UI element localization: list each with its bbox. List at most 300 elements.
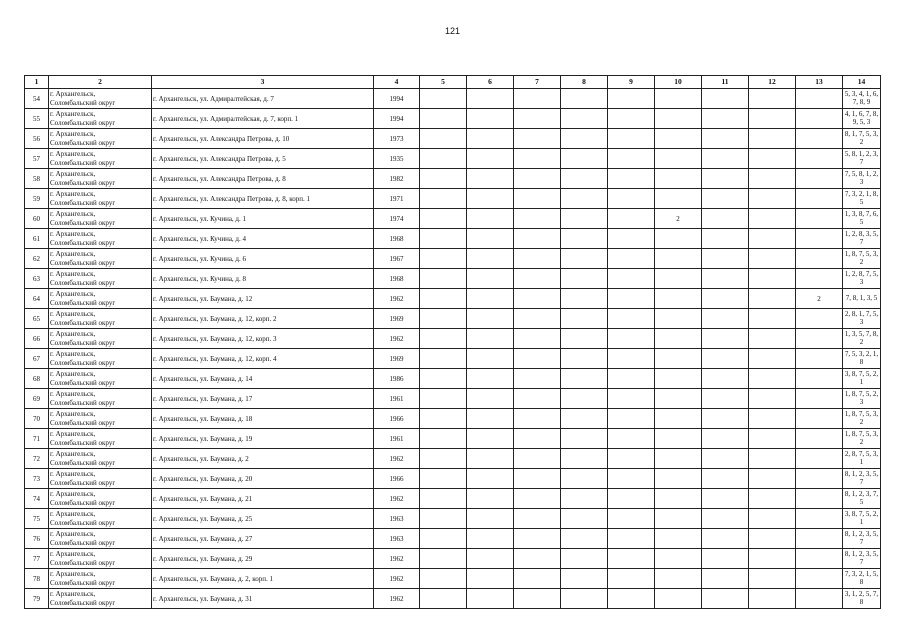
column-11-cell: [702, 389, 749, 409]
column-12-cell: [749, 209, 796, 229]
location-cell: [49, 309, 152, 329]
column-5-cell: [420, 369, 467, 389]
column-6-cell: [467, 489, 514, 509]
district-label: Соломбальский округ: [50, 598, 116, 607]
column-10-cell: [655, 569, 702, 589]
column-6-cell: [467, 249, 514, 269]
column-13-cell: [796, 489, 843, 509]
city-label: г. Архангельск,: [50, 370, 96, 378]
codes-cell: [843, 89, 881, 109]
column-5-cell: [420, 189, 467, 209]
codes-value: 1, 8, 7, 5, 3, 2: [844, 410, 879, 426]
column-7-cell: [514, 109, 561, 129]
column-10-cell: [655, 509, 702, 529]
column-13-cell: [796, 509, 843, 529]
column-5-cell: [420, 469, 467, 489]
codes-value: 1, 8, 7, 5, 2, 3: [844, 390, 879, 406]
codes-value: 1, 3, 5, 7, 8, 2: [844, 330, 879, 346]
codes-cell: [843, 429, 881, 449]
column-8-cell: [561, 569, 608, 589]
table-row: [25, 489, 881, 509]
column-11-cell: [702, 89, 749, 109]
column-7-cell: [514, 589, 561, 609]
table-row: [25, 409, 881, 429]
column-13-cell: [796, 129, 843, 149]
column-10-cell: [655, 169, 702, 189]
column-12-cell: [749, 449, 796, 469]
column-7-cell: [514, 129, 561, 149]
column-12-cell: [749, 249, 796, 269]
column-8-cell: [561, 229, 608, 249]
row-number-cell: 72: [25, 449, 49, 469]
year-cell: 1962: [374, 489, 420, 509]
row-number-cell: 56: [25, 129, 49, 149]
column-11-cell: [702, 449, 749, 469]
codes-cell: [843, 569, 881, 589]
year-cell: 1961: [374, 429, 420, 449]
column-11-cell: [702, 409, 749, 429]
table-row: [25, 89, 881, 109]
location-cell: [49, 489, 152, 509]
column-9-cell: [608, 169, 655, 189]
codes-cell: [843, 209, 881, 229]
column-6-cell: [467, 209, 514, 229]
column-5-cell: [420, 529, 467, 549]
location-cell: [49, 329, 152, 349]
column-9-cell: [608, 529, 655, 549]
location-cell: [49, 449, 152, 469]
column-6-cell: [467, 329, 514, 349]
column-7-cell: [514, 189, 561, 209]
column-10-cell: [655, 109, 702, 129]
column-8-cell: [561, 589, 608, 609]
year-cell: 1969: [374, 309, 420, 329]
codes-value: 1, 3, 8, 7, 6, 5: [844, 210, 879, 226]
column-7-cell: [514, 309, 561, 329]
district-label: Соломбальский округ: [50, 558, 116, 567]
city-label: г. Архангельск,: [50, 350, 96, 358]
column-10-cell: [655, 489, 702, 509]
codes-cell: [843, 449, 881, 469]
column-9-cell: [608, 389, 655, 409]
codes-value: 1, 2, 8, 3, 5, 7: [844, 230, 879, 246]
year-cell: 1962: [374, 449, 420, 469]
column-12-cell: [749, 569, 796, 589]
codes-cell: [843, 149, 881, 169]
codes-value: 2, 8, 1, 7, 5, 3: [844, 310, 879, 326]
table-row: [25, 309, 881, 329]
column-5-cell: [420, 109, 467, 129]
district-label: Соломбальский округ: [50, 118, 116, 127]
city-label: г. Архангельск,: [50, 570, 96, 578]
column-9-cell: [608, 409, 655, 429]
column-12-cell: [749, 309, 796, 329]
row-number-cell: 78: [25, 569, 49, 589]
table-row: [25, 289, 881, 309]
address-cell: г. Архангельск, ул. Баумана, д. 12, корп. 3: [152, 329, 374, 349]
column-11-cell: [702, 189, 749, 209]
column-10-cell: [655, 149, 702, 169]
location-cell: [49, 89, 152, 109]
column-6-cell: [467, 409, 514, 429]
district-label: Соломбальский округ: [50, 438, 116, 447]
column-12-cell: [749, 389, 796, 409]
column-9-cell: [608, 449, 655, 469]
column-11-cell: [702, 569, 749, 589]
column-11-cell: [702, 269, 749, 289]
year-cell: 1962: [374, 549, 420, 569]
year-cell: 1963: [374, 529, 420, 549]
column-13-cell: [796, 329, 843, 349]
column-11-cell: [702, 489, 749, 509]
codes-value: 7, 3, 2, 1, 8, 5: [844, 190, 879, 206]
location-cell: [49, 249, 152, 269]
location-cell: [49, 349, 152, 369]
year-cell: 1986: [374, 369, 420, 389]
city-label: г. Архангельск,: [50, 230, 96, 238]
column-8-cell: [561, 349, 608, 369]
column-6-cell: [467, 229, 514, 249]
column-5-cell: [420, 329, 467, 349]
column-13-cell: [796, 229, 843, 249]
codes-cell: [843, 389, 881, 409]
row-number-cell: 70: [25, 409, 49, 429]
district-label: Соломбальский округ: [50, 298, 116, 307]
address-cell: г. Архангельск, ул. Баумана, д. 19: [152, 429, 374, 449]
column-5-cell: [420, 589, 467, 609]
year-cell: 1968: [374, 229, 420, 249]
address-cell: г. Архангельск, ул. Баумана, д. 12, корп. 4: [152, 349, 374, 369]
codes-value: 7, 5, 8, 1, 2, 3: [844, 170, 879, 186]
year-cell: 1969: [374, 349, 420, 369]
column-5-cell: [420, 549, 467, 569]
codes-value: 1, 8, 7, 5, 3, 2: [844, 250, 879, 266]
column-7-cell: [514, 389, 561, 409]
column-7-cell: [514, 569, 561, 589]
column-5-cell: [420, 489, 467, 509]
column-6-cell: [467, 269, 514, 289]
column-10-cell: [655, 429, 702, 449]
district-label: Соломбальский округ: [50, 378, 116, 387]
column-8-cell: [561, 129, 608, 149]
column-11-cell: [702, 309, 749, 329]
location-cell: [49, 389, 152, 409]
column-11-cell: [702, 369, 749, 389]
column-13-cell: [796, 529, 843, 549]
column-6-cell: [467, 509, 514, 529]
city-label: г. Архангельск,: [50, 190, 96, 198]
column-6-cell: [467, 349, 514, 369]
column-9-cell: [608, 349, 655, 369]
column-12-cell: [749, 189, 796, 209]
location-cell: [49, 209, 152, 229]
codes-cell: [843, 349, 881, 369]
column-5-cell: [420, 429, 467, 449]
column-5-cell: [420, 149, 467, 169]
column-12-cell: [749, 529, 796, 549]
location-cell: [49, 589, 152, 609]
column-8-cell: [561, 309, 608, 329]
codes-value: 3, 8, 7, 5, 2, 1: [844, 510, 879, 526]
address-cell: г. Архангельск, ул. Баумана, д. 12: [152, 289, 374, 309]
row-number-cell: 74: [25, 489, 49, 509]
column-header-9: 9: [608, 76, 655, 89]
codes-cell: [843, 269, 881, 289]
codes-value: 7, 5, 3, 2, 1, 8: [844, 350, 879, 366]
address-cell: г. Архангельск, ул. Кучина, д. 1: [152, 209, 374, 229]
codes-cell: [843, 589, 881, 609]
city-label: г. Архангельск,: [50, 130, 96, 138]
district-label: Соломбальский округ: [50, 138, 116, 147]
address-cell: г. Архангельск, ул. Александра Петрова, д. 8, корп. 1: [152, 189, 374, 209]
table-row: [25, 189, 881, 209]
column-10-cell: 2: [655, 209, 702, 229]
year-cell: 1966: [374, 409, 420, 429]
column-11-cell: [702, 289, 749, 309]
column-6-cell: [467, 469, 514, 489]
column-13-cell: [796, 309, 843, 329]
city-label: г. Архангельск,: [50, 470, 96, 478]
column-6-cell: [467, 369, 514, 389]
column-6-cell: [467, 169, 514, 189]
row-number-cell: 62: [25, 249, 49, 269]
column-10-cell: [655, 229, 702, 249]
address-cell: г. Архангельск, ул. Баумана, д. 18: [152, 409, 374, 429]
column-7-cell: [514, 269, 561, 289]
codes-value: 5, 8, 1, 2, 3, 7: [844, 150, 879, 166]
codes-cell: [843, 509, 881, 529]
column-header-10: 10: [655, 76, 702, 89]
table-row: [25, 569, 881, 589]
column-13-cell: [796, 249, 843, 269]
city-label: г. Архангельск,: [50, 290, 96, 298]
column-9-cell: [608, 149, 655, 169]
codes-value: 1, 8, 7, 5, 3, 2: [844, 430, 879, 446]
district-label: Соломбальский округ: [50, 98, 116, 107]
address-cell: г. Архангельск, ул. Кучина, д. 4: [152, 229, 374, 249]
column-11-cell: [702, 229, 749, 249]
column-8-cell: [561, 169, 608, 189]
codes-value: 8, 1, 2, 3, 5, 7: [844, 530, 879, 546]
year-cell: 1966: [374, 469, 420, 489]
column-8-cell: [561, 89, 608, 109]
city-label: г. Архангельск,: [50, 450, 96, 458]
year-cell: 1962: [374, 329, 420, 349]
district-label: Соломбальский округ: [50, 158, 116, 167]
column-13-cell: [796, 549, 843, 569]
column-5-cell: [420, 569, 467, 589]
column-10-cell: [655, 529, 702, 549]
column-13-cell: [796, 269, 843, 289]
column-8-cell: [561, 389, 608, 409]
row-number-cell: 54: [25, 89, 49, 109]
column-6-cell: [467, 149, 514, 169]
column-9-cell: [608, 329, 655, 349]
address-cell: г. Архангельск, ул. Александра Петрова, д. 5: [152, 149, 374, 169]
district-label: Соломбальский округ: [50, 418, 116, 427]
column-11-cell: [702, 209, 749, 229]
city-label: г. Архангельск,: [50, 490, 96, 498]
column-8-cell: [561, 189, 608, 209]
address-cell: г. Архангельск, ул. Баумана, д. 2, корп. 1: [152, 569, 374, 589]
column-8-cell: [561, 269, 608, 289]
address-cell: г. Архангельск, ул. Баумана, д. 25: [152, 509, 374, 529]
location-cell: [49, 229, 152, 249]
column-10-cell: [655, 369, 702, 389]
column-8-cell: [561, 429, 608, 449]
address-cell: г. Архангельск, ул. Баумана, д. 27: [152, 529, 374, 549]
column-header-14: 14: [843, 76, 881, 89]
column-12-cell: [749, 109, 796, 129]
codes-value: 8, 1, 7, 5, 3, 2: [844, 130, 879, 146]
column-12-cell: [749, 469, 796, 489]
year-cell: 1971: [374, 189, 420, 209]
column-5-cell: [420, 249, 467, 269]
column-12-cell: [749, 89, 796, 109]
address-cell: г. Архангельск, ул. Александра Петрова, д. 8: [152, 169, 374, 189]
column-7-cell: [514, 149, 561, 169]
column-13-cell: [796, 569, 843, 589]
column-13-cell: [796, 149, 843, 169]
column-11-cell: [702, 169, 749, 189]
address-cell: г. Архангельск, ул. Баумана, д. 12, корп. 2: [152, 309, 374, 329]
codes-cell: [843, 309, 881, 329]
address-cell: г. Архангельск, ул. Кучина, д. 8: [152, 269, 374, 289]
column-9-cell: [608, 269, 655, 289]
address-cell: г. Архангельск, ул. Баумана, д. 21: [152, 489, 374, 509]
codes-cell: [843, 529, 881, 549]
column-6-cell: [467, 429, 514, 449]
city-label: г. Архангельск,: [50, 510, 96, 518]
column-10-cell: [655, 129, 702, 149]
column-8-cell: [561, 409, 608, 429]
city-label: г. Архангельск,: [50, 530, 96, 538]
codes-cell: [843, 409, 881, 429]
column-12-cell: [749, 149, 796, 169]
column-8-cell: [561, 529, 608, 549]
year-cell: 1962: [374, 289, 420, 309]
column-10-cell: [655, 469, 702, 489]
table-row: [25, 149, 881, 169]
column-header-5: 5: [420, 76, 467, 89]
table-row: [25, 109, 881, 129]
codes-value: 5, 3, 4, 1, 6, 7, 8, 9: [844, 90, 879, 106]
location-cell: [49, 189, 152, 209]
codes-cell: [843, 249, 881, 269]
column-header-11: 11: [702, 76, 749, 89]
district-label: Соломбальский округ: [50, 398, 116, 407]
column-7-cell: [514, 329, 561, 349]
table-row: [25, 129, 881, 149]
column-10-cell: [655, 349, 702, 369]
codes-cell: [843, 369, 881, 389]
column-11-cell: [702, 109, 749, 129]
city-label: г. Архангельск,: [50, 110, 96, 118]
codes-cell: [843, 329, 881, 349]
column-10-cell: [655, 449, 702, 469]
address-cell: г. Архангельск, ул. Кучина, д. 6: [152, 249, 374, 269]
column-13-cell: [796, 389, 843, 409]
city-label: г. Архангельск,: [50, 410, 96, 418]
column-8-cell: [561, 369, 608, 389]
row-number-cell: 68: [25, 369, 49, 389]
column-11-cell: [702, 349, 749, 369]
address-cell: г. Архангельск, ул. Баумана, д. 31: [152, 589, 374, 609]
column-6-cell: [467, 309, 514, 329]
codes-value: 4, 1, 6, 7, 8, 9, 5, 3: [844, 110, 879, 126]
column-6-cell: [467, 589, 514, 609]
codes-value: 8, 1, 2, 3, 5, 7: [844, 470, 879, 486]
column-13-cell: [796, 189, 843, 209]
column-9-cell: [608, 589, 655, 609]
column-11-cell: [702, 429, 749, 449]
row-number-cell: 65: [25, 309, 49, 329]
column-6-cell: [467, 289, 514, 309]
column-13-cell: [796, 169, 843, 189]
column-7-cell: [514, 549, 561, 569]
city-label: г. Архангельск,: [50, 90, 96, 98]
column-12-cell: [749, 409, 796, 429]
page-number: 121: [444, 26, 461, 36]
column-9-cell: [608, 229, 655, 249]
row-number-cell: 67: [25, 349, 49, 369]
year-cell: 1962: [374, 569, 420, 589]
table-row: [25, 509, 881, 529]
city-label: г. Архангельск,: [50, 330, 96, 338]
column-7-cell: [514, 369, 561, 389]
address-cell: г. Архангельск, ул. Баумана, д. 17: [152, 389, 374, 409]
column-13-cell: 2: [796, 289, 843, 309]
address-cell: г. Архангельск, ул. Баумана, д. 20: [152, 469, 374, 489]
table-row: [25, 329, 881, 349]
column-8-cell: [561, 469, 608, 489]
codes-value: 2, 8, 7, 5, 3, 1: [844, 450, 879, 466]
column-13-cell: [796, 469, 843, 489]
codes-value: 3, 8, 7, 5, 2, 1: [844, 370, 879, 386]
row-number-cell: 71: [25, 429, 49, 449]
location-cell: [49, 529, 152, 549]
year-cell: 1961: [374, 389, 420, 409]
table-row: [25, 469, 881, 489]
column-13-cell: [796, 409, 843, 429]
year-cell: 1962: [374, 589, 420, 609]
column-7-cell: [514, 229, 561, 249]
column-5-cell: [420, 509, 467, 529]
codes-cell: [843, 189, 881, 209]
codes-cell: [843, 489, 881, 509]
district-label: Соломбальский округ: [50, 198, 116, 207]
column-11-cell: [702, 589, 749, 609]
column-9-cell: [608, 509, 655, 529]
column-5-cell: [420, 269, 467, 289]
column-5-cell: [420, 349, 467, 369]
table-row: [25, 549, 881, 569]
location-cell: [49, 569, 152, 589]
codes-value: 8, 1, 2, 3, 7, 5: [844, 490, 879, 506]
location-cell: [49, 169, 152, 189]
column-5-cell: [420, 289, 467, 309]
column-header-7: 7: [514, 76, 561, 89]
row-number-cell: 58: [25, 169, 49, 189]
column-7-cell: [514, 529, 561, 549]
column-5-cell: [420, 409, 467, 429]
row-number-cell: 55: [25, 109, 49, 129]
column-9-cell: [608, 469, 655, 489]
city-label: г. Архангельск,: [50, 210, 96, 218]
column-7-cell: [514, 89, 561, 109]
column-header-3: 3: [152, 76, 374, 89]
codes-cell: [843, 229, 881, 249]
